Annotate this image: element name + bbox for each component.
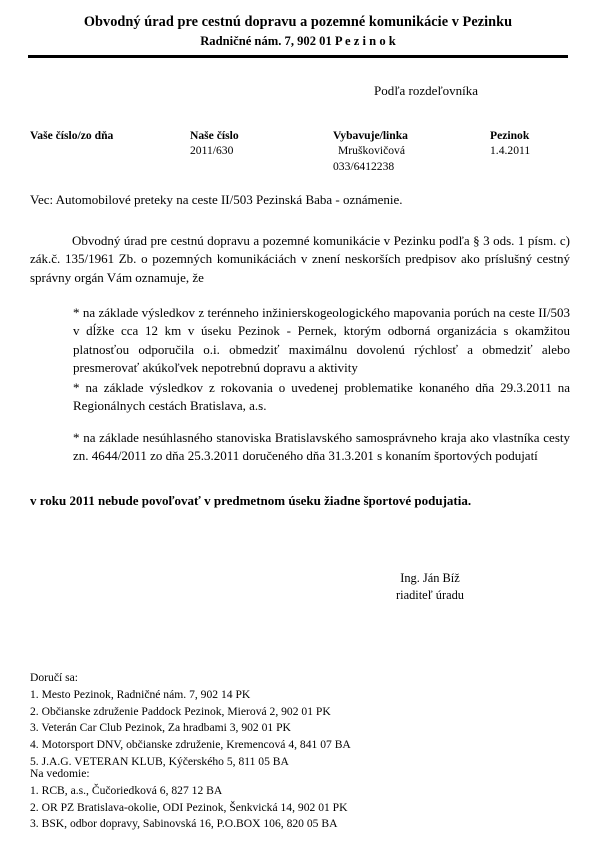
list-item: 3. Veterán Car Club Pezinok, Za hradbami 3, 902 01 PK (30, 721, 291, 735)
reference-your-number (30, 128, 113, 143)
bullet-paragraph-1: * na základe výsledkov z terénneho inžinierskogeologického mapovania porúch na ceste II/503 v dĺžke cca 12 km v úseku Pezinok - Pernek, ktorým odborná organizácia s okamžitou platnosťou odporučila o.i. obmedziť maximálnu dovolenú rýchlosť a obmedziť alebo presmerovať akúkoľvek nepotrebnú dopravu a aktivity (73, 305, 570, 376)
reference-handler-label: Vybavuje/linka (333, 129, 408, 142)
conclusion-statement: v roku 2011 nebude povoľovať v predmetnom úseku žiadne športové podujatia. (30, 493, 472, 508)
signature-block (330, 570, 530, 604)
list-item: 2. Občianske združenie Paddock Pezinok, Mierová 2, 902 01 PK (30, 704, 331, 718)
reference-handler-name: Mruškovičová (338, 144, 405, 158)
subject-line: Vec: Automobilové preteky na ceste II/503 Pezinská Baba - oznámenie. (30, 192, 403, 207)
signatory-title: riaditeľ úradu (396, 588, 464, 603)
reference-our-number-label: Naše číslo (190, 129, 239, 142)
intro-paragraph: Obvodný úrad pre cestnú dopravu a pozemné komunikácie v Pezinku podľa § 3 ods. 1 písm. c) zák.č. 135/1961 Zb. o pozemných komunikáciách v znení neskorších predpisov ako príslušný cestný správny orgán Vám oznamuje, že (30, 233, 570, 285)
distribution-deliver-list (30, 670, 351, 771)
reference-place-date (490, 128, 530, 159)
letterhead (28, 14, 568, 49)
list-item: 2. OR PZ Bratislava-okolie, ODI Pezinok, Šenkvická 14, 902 01 PK (30, 800, 348, 814)
reference-block (0, 128, 600, 178)
signatory-name: Ing. Ján Bíž (400, 571, 460, 585)
reference-our-number (190, 128, 239, 159)
reference-date-value: 1.4.2011 (490, 144, 531, 158)
office-name: Obvodný úrad pre cestnú dopravu a pozemné komunikácie v Pezinku (83, 14, 513, 30)
bullet-paragraph-2: * na základe výsledkov z rokovania o uvedenej problematike konaného dňa 29.3.2011 na Regionálnych cestách Bratislava, a.s. (73, 380, 570, 414)
reference-place-label: Pezinok (490, 129, 530, 142)
bullet-paragraph-3: * na základe nesúhlasného stanoviska Bratislavského samosprávneho kraja ako vlastníka cesty zn. 4644/2011 zo dňa 25.3.2011 doručeného dňa 31.3.201 s konaním športových podujatí (73, 430, 570, 464)
addressee-line: Podľa rozdeľovníka (374, 83, 479, 98)
list-item: 5. J.A.G. VETERAN KLUB, Kýčerského 5, 811 05 BA (30, 754, 289, 768)
distribution-notice-list (30, 766, 348, 833)
reference-our-number-value: 2011/630 (190, 144, 234, 158)
list-item: 4. Motorsport DNV, občianske združenie, Kremencová 4, 841 07 BA (30, 738, 351, 752)
letterhead-divider (28, 55, 568, 58)
office-address: Radničné nám. 7, 902 01 P e z i n o k (200, 33, 396, 48)
reference-handler-phone: 033/6412238 (333, 159, 395, 173)
reference-handler (333, 128, 408, 174)
list-item: 1. Mesto Pezinok, Radničné nám. 7, 902 14 PK (30, 687, 251, 701)
reference-your-number-label: Vaše číslo/zo dňa (30, 129, 114, 142)
distribution-notice-heading: Na vedomie: (30, 767, 90, 780)
distribution-deliver-heading: Doručí sa: (30, 671, 78, 684)
list-item: 1. RCB, a.s., Čučoriedková 6, 827 12 BA (30, 783, 223, 797)
list-item: 3. BSK, odbor dopravy, Sabinovská 16, P.O.BOX 106, 820 05 BA (30, 817, 338, 831)
